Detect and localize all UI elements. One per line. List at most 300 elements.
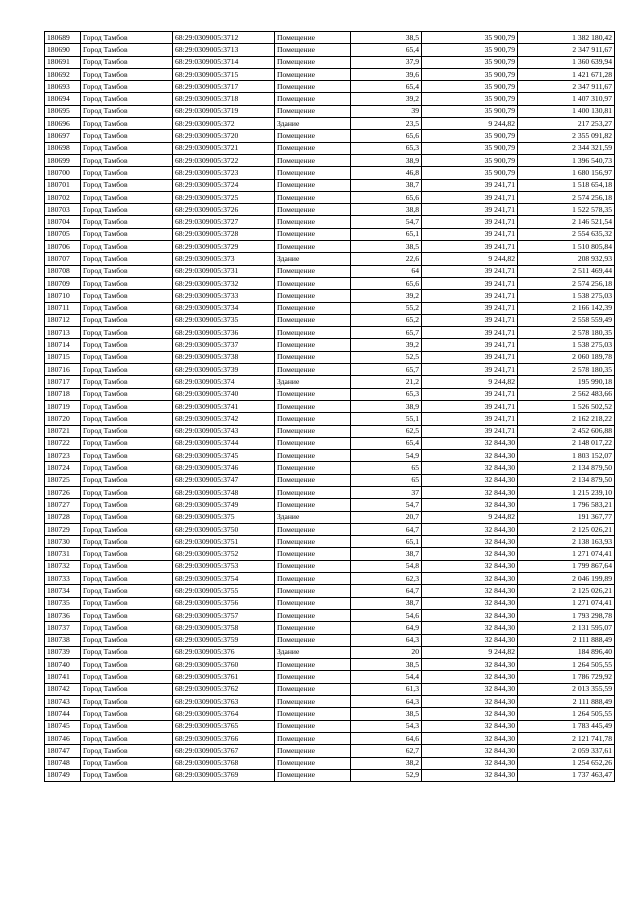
cadastral-number-cell: 68:29:0309005:3728 [173, 228, 275, 240]
cadastral-value-cell: 2 134 879,50 [518, 474, 615, 486]
city-cell: Город Тамбов [81, 191, 173, 203]
area-cell: 46,8 [351, 167, 422, 179]
cadastral-value-cell: 2 059 337,61 [518, 745, 615, 757]
cadastral-value-cell: 2 134 879,50 [518, 462, 615, 474]
cadastral-value-cell: 1 680 156,97 [518, 167, 615, 179]
unit-value-cell: 35 900,79 [422, 81, 518, 93]
area-cell: 64,7 [351, 585, 422, 597]
table-row [45, 560, 615, 572]
cadastral-value-cell: 1 526 502,52 [518, 400, 615, 412]
city-cell: Город Тамбов [81, 696, 173, 708]
object-type-cell: Помещение [275, 671, 351, 683]
table-row [45, 474, 615, 486]
row-number-cell: 180689 [45, 32, 81, 44]
object-type-cell: Помещение [275, 437, 351, 449]
area-cell: 54,6 [351, 609, 422, 621]
cadastral-value-cell: 2 511 469,44 [518, 265, 615, 277]
city-cell: Город Тамбов [81, 364, 173, 376]
cadastral-number-cell: 68:29:0309005:3744 [173, 437, 275, 449]
unit-value-cell: 32 844,30 [422, 560, 518, 572]
row-number-cell: 180722 [45, 437, 81, 449]
cadastral-value-cell: 2 578 180,35 [518, 364, 615, 376]
city-cell: Город Тамбов [81, 105, 173, 117]
cadastral-number-cell: 68:29:0309005:3746 [173, 462, 275, 474]
cadastral-value-cell: 2 013 355,59 [518, 683, 615, 695]
unit-value-cell: 35 900,79 [422, 105, 518, 117]
area-cell: 62,7 [351, 745, 422, 757]
cadastral-number-cell: 68:29:0309005:3752 [173, 548, 275, 560]
area-cell: 39,2 [351, 93, 422, 105]
area-cell: 22,6 [351, 253, 422, 265]
area-cell: 61,3 [351, 683, 422, 695]
table-row [45, 745, 615, 757]
city-cell: Город Тамбов [81, 683, 173, 695]
object-type-cell: Помещение [275, 388, 351, 400]
object-type-cell: Помещение [275, 462, 351, 474]
city-cell: Город Тамбов [81, 339, 173, 351]
cadastral-number-cell: 68:29:0309005:3745 [173, 450, 275, 462]
city-cell: Город Тамбов [81, 290, 173, 302]
row-number-cell: 180693 [45, 81, 81, 93]
city-cell: Город Тамбов [81, 573, 173, 585]
object-type-cell: Помещение [275, 44, 351, 56]
area-cell: 52,9 [351, 769, 422, 781]
cadastral-number-cell: 68:29:0309005:3766 [173, 732, 275, 744]
cadastral-value-cell: 2 162 218,22 [518, 413, 615, 425]
row-number-cell: 180696 [45, 118, 81, 130]
object-type-cell: Помещение [275, 265, 351, 277]
object-type-cell: Помещение [275, 720, 351, 732]
cadastral-number-cell: 68:29:0309005:3732 [173, 277, 275, 289]
table-row [45, 265, 615, 277]
unit-value-cell: 39 241,71 [422, 400, 518, 412]
object-type-cell: Помещение [275, 757, 351, 769]
cadastral-number-cell: 68:29:0309005:3727 [173, 216, 275, 228]
row-number-cell: 180691 [45, 56, 81, 68]
cadastral-value-cell: 2 347 911,67 [518, 44, 615, 56]
cadastral-value-cell: 1 538 275,03 [518, 339, 615, 351]
cadastral-value-cell: 2 347 911,67 [518, 81, 615, 93]
table-row [45, 93, 615, 105]
object-type-cell: Помещение [275, 536, 351, 548]
row-number-cell: 180711 [45, 302, 81, 314]
table-row [45, 351, 615, 363]
cadastral-value-cell: 1 271 074,41 [518, 597, 615, 609]
area-cell: 39,2 [351, 290, 422, 302]
row-number-cell: 180739 [45, 646, 81, 658]
cadastral-number-cell: 68:29:0309005:3719 [173, 105, 275, 117]
cadastral-number-cell: 68:29:0309005:3715 [173, 68, 275, 80]
row-number-cell: 180714 [45, 339, 81, 351]
city-cell: Город Тамбов [81, 376, 173, 388]
row-number-cell: 180720 [45, 413, 81, 425]
row-number-cell: 180698 [45, 142, 81, 154]
cadastral-value-cell: 1 793 298,78 [518, 609, 615, 621]
city-cell: Город Тамбов [81, 327, 173, 339]
table-row [45, 327, 615, 339]
object-type-cell: Помещение [275, 228, 351, 240]
cadastral-value-cell: 2 554 635,32 [518, 228, 615, 240]
area-cell: 38,7 [351, 597, 422, 609]
table-row [45, 216, 615, 228]
unit-value-cell: 35 900,79 [422, 93, 518, 105]
unit-value-cell: 35 900,79 [422, 130, 518, 142]
cadastral-number-cell: 68:29:0309005:372 [173, 118, 275, 130]
area-cell: 65,6 [351, 277, 422, 289]
object-type-cell: Помещение [275, 499, 351, 511]
cadastral-number-cell: 68:29:0309005:3721 [173, 142, 275, 154]
object-type-cell: Помещение [275, 450, 351, 462]
object-type-cell: Помещение [275, 142, 351, 154]
cadastral-number-cell: 68:29:0309005:3767 [173, 745, 275, 757]
cadastral-number-cell: 68:29:0309005:3726 [173, 204, 275, 216]
row-number-cell: 180694 [45, 93, 81, 105]
table-row [45, 204, 615, 216]
unit-value-cell: 39 241,71 [422, 191, 518, 203]
table-row [45, 536, 615, 548]
cadastral-value-cell: 2 452 606,88 [518, 425, 615, 437]
row-number-cell: 180710 [45, 290, 81, 302]
table-row [45, 486, 615, 498]
object-type-cell: Помещение [275, 597, 351, 609]
row-number-cell: 180695 [45, 105, 81, 117]
row-number-cell: 180705 [45, 228, 81, 240]
cadastral-number-cell: 68:29:0309005:373 [173, 253, 275, 265]
table-row [45, 388, 615, 400]
cadastral-value-cell: 2 574 256,18 [518, 277, 615, 289]
object-type-cell: Помещение [275, 204, 351, 216]
table-row [45, 585, 615, 597]
area-cell: 64,7 [351, 523, 422, 535]
cadastral-number-cell: 68:29:0309005:3760 [173, 659, 275, 671]
table-row [45, 44, 615, 56]
city-cell: Город Тамбов [81, 659, 173, 671]
row-number-cell: 180700 [45, 167, 81, 179]
row-number-cell: 180738 [45, 634, 81, 646]
unit-value-cell: 39 241,71 [422, 228, 518, 240]
cadastral-value-cell: 1 518 654,18 [518, 179, 615, 191]
city-cell: Город Тамбов [81, 32, 173, 44]
cadastral-number-cell: 68:29:0309005:3743 [173, 425, 275, 437]
table-row [45, 56, 615, 68]
cadastral-value-cell: 2 148 017,22 [518, 437, 615, 449]
cadastral-number-cell: 68:29:0309005:3720 [173, 130, 275, 142]
row-number-cell: 180699 [45, 154, 81, 166]
city-cell: Город Тамбов [81, 474, 173, 486]
cadastral-value-cell: 208 932,93 [518, 253, 615, 265]
table-row [45, 154, 615, 166]
table-row [45, 130, 615, 142]
cadastral-value-cell: 2 138 163,93 [518, 536, 615, 548]
unit-value-cell: 32 844,30 [422, 659, 518, 671]
object-type-cell: Помещение [275, 413, 351, 425]
area-cell: 65,6 [351, 191, 422, 203]
object-type-cell: Помещение [275, 486, 351, 498]
unit-value-cell: 39 241,71 [422, 216, 518, 228]
cadastral-value-cell: 1 264 505,55 [518, 659, 615, 671]
area-cell: 38,5 [351, 241, 422, 253]
row-number-cell: 180749 [45, 769, 81, 781]
row-number-cell: 180692 [45, 68, 81, 80]
city-cell: Город Тамбов [81, 646, 173, 658]
cadastral-number-cell: 68:29:0309005:3751 [173, 536, 275, 548]
row-number-cell: 180730 [45, 536, 81, 548]
city-cell: Город Тамбов [81, 732, 173, 744]
area-cell: 39,6 [351, 68, 422, 80]
cadastral-value-cell: 1 264 505,55 [518, 708, 615, 720]
unit-value-cell: 39 241,71 [422, 241, 518, 253]
city-cell: Город Тамбов [81, 486, 173, 498]
area-cell: 52,5 [351, 351, 422, 363]
city-cell: Город Тамбов [81, 44, 173, 56]
cadastral-value-cell: 2 562 483,66 [518, 388, 615, 400]
cadastral-number-cell: 68:29:0309005:374 [173, 376, 275, 388]
table-row [45, 364, 615, 376]
object-type-cell: Помещение [275, 327, 351, 339]
unit-value-cell: 32 844,30 [422, 536, 518, 548]
cadastral-value-cell: 2 131 595,07 [518, 622, 615, 634]
row-number-cell: 180742 [45, 683, 81, 695]
unit-value-cell: 32 844,30 [422, 769, 518, 781]
area-cell: 65,3 [351, 142, 422, 154]
row-number-cell: 180708 [45, 265, 81, 277]
row-number-cell: 180721 [45, 425, 81, 437]
city-cell: Город Тамбов [81, 671, 173, 683]
cadastral-value-cell: 1 522 578,35 [518, 204, 615, 216]
cadastral-number-cell: 68:29:0309005:3741 [173, 400, 275, 412]
cadastral-number-cell: 68:29:0309005:3754 [173, 573, 275, 585]
unit-value-cell: 32 844,30 [422, 486, 518, 498]
city-cell: Город Тамбов [81, 597, 173, 609]
area-cell: 64,9 [351, 622, 422, 634]
row-number-cell: 180746 [45, 732, 81, 744]
cadastral-number-cell: 68:29:0309005:3757 [173, 609, 275, 621]
unit-value-cell: 9 244,82 [422, 253, 518, 265]
cadastral-value-cell: 2 166 142,39 [518, 302, 615, 314]
cadastral-number-cell: 68:29:0309005:3712 [173, 32, 275, 44]
unit-value-cell: 32 844,30 [422, 708, 518, 720]
table-row [45, 523, 615, 535]
object-type-cell: Помещение [275, 302, 351, 314]
row-number-cell: 180690 [45, 44, 81, 56]
table-row [45, 191, 615, 203]
table-row [45, 511, 615, 523]
cadastral-number-cell: 68:29:0309005:3747 [173, 474, 275, 486]
table-row [45, 634, 615, 646]
table-row [45, 659, 615, 671]
object-type-cell: Помещение [275, 105, 351, 117]
cadastral-value-cell: 2 558 559,49 [518, 314, 615, 326]
city-cell: Город Тамбов [81, 68, 173, 80]
city-cell: Город Тамбов [81, 241, 173, 253]
cadastral-number-cell: 68:29:0309005:3763 [173, 696, 275, 708]
unit-value-cell: 32 844,30 [422, 622, 518, 634]
row-number-cell: 180728 [45, 511, 81, 523]
object-type-cell: Помещение [275, 708, 351, 720]
object-type-cell: Помещение [275, 560, 351, 572]
cadastral-value-cell: 191 367,77 [518, 511, 615, 523]
cadastral-number-cell: 68:29:0309005:3764 [173, 708, 275, 720]
city-cell: Город Тамбов [81, 167, 173, 179]
area-cell: 64,6 [351, 732, 422, 744]
area-cell: 38,5 [351, 708, 422, 720]
row-number-cell: 180717 [45, 376, 81, 388]
cadastral-number-cell: 68:29:0309005:3738 [173, 351, 275, 363]
object-type-cell: Помещение [275, 523, 351, 535]
city-cell: Город Тамбов [81, 745, 173, 757]
table-row [45, 548, 615, 560]
area-cell: 65,1 [351, 536, 422, 548]
cadastral-number-cell: 68:29:0309005:3735 [173, 314, 275, 326]
unit-value-cell: 39 241,71 [422, 327, 518, 339]
object-type-cell: Помещение [275, 179, 351, 191]
property-table [44, 31, 615, 782]
unit-value-cell: 35 900,79 [422, 167, 518, 179]
table-row [45, 732, 615, 744]
row-number-cell: 180745 [45, 720, 81, 732]
object-type-cell: Помещение [275, 154, 351, 166]
area-cell: 54,7 [351, 216, 422, 228]
cadastral-value-cell: 2 125 026,21 [518, 523, 615, 535]
cadastral-number-cell: 68:29:0309005:3769 [173, 769, 275, 781]
cadastral-value-cell: 2 046 199,89 [518, 573, 615, 585]
cadastral-number-cell: 68:29:0309005:3729 [173, 241, 275, 253]
area-cell: 65,4 [351, 81, 422, 93]
object-type-cell: Помещение [275, 277, 351, 289]
object-type-cell: Помещение [275, 696, 351, 708]
city-cell: Город Тамбов [81, 56, 173, 68]
area-cell: 54,9 [351, 450, 422, 462]
city-cell: Город Тамбов [81, 450, 173, 462]
unit-value-cell: 39 241,71 [422, 290, 518, 302]
object-type-cell: Помещение [275, 659, 351, 671]
city-cell: Город Тамбов [81, 400, 173, 412]
city-cell: Город Тамбов [81, 585, 173, 597]
row-number-cell: 180701 [45, 179, 81, 191]
city-cell: Город Тамбов [81, 253, 173, 265]
cadastral-value-cell: 1 803 152,07 [518, 450, 615, 462]
cadastral-number-cell: 68:29:0309005:3722 [173, 154, 275, 166]
table-row [45, 769, 615, 781]
cadastral-value-cell: 1 783 445,49 [518, 720, 615, 732]
unit-value-cell: 32 844,30 [422, 548, 518, 560]
area-cell: 55,2 [351, 302, 422, 314]
object-type-cell: Здание [275, 646, 351, 658]
cadastral-value-cell: 2 578 180,35 [518, 327, 615, 339]
object-type-cell: Помещение [275, 548, 351, 560]
table-row [45, 68, 615, 80]
city-cell: Город Тамбов [81, 769, 173, 781]
row-number-cell: 180748 [45, 757, 81, 769]
unit-value-cell: 35 900,79 [422, 44, 518, 56]
unit-value-cell: 32 844,30 [422, 573, 518, 585]
table-row [45, 339, 615, 351]
area-cell: 38,7 [351, 548, 422, 560]
unit-value-cell: 32 844,30 [422, 462, 518, 474]
object-type-cell: Помещение [275, 130, 351, 142]
row-number-cell: 180726 [45, 486, 81, 498]
object-type-cell: Помещение [275, 339, 351, 351]
row-number-cell: 180716 [45, 364, 81, 376]
area-cell: 54,7 [351, 499, 422, 511]
city-cell: Город Тамбов [81, 228, 173, 240]
unit-value-cell: 39 241,71 [422, 339, 518, 351]
row-number-cell: 180729 [45, 523, 81, 535]
cadastral-number-cell: 68:29:0309005:3761 [173, 671, 275, 683]
unit-value-cell: 35 900,79 [422, 68, 518, 80]
cadastral-value-cell: 1 538 275,03 [518, 290, 615, 302]
unit-value-cell: 39 241,71 [422, 364, 518, 376]
city-cell: Город Тамбов [81, 560, 173, 572]
cadastral-number-cell: 68:29:0309005:3750 [173, 523, 275, 535]
unit-value-cell: 32 844,30 [422, 597, 518, 609]
object-type-cell: Помещение [275, 732, 351, 744]
cadastral-value-cell: 2 574 256,18 [518, 191, 615, 203]
area-cell: 65,4 [351, 437, 422, 449]
city-cell: Город Тамбов [81, 634, 173, 646]
area-cell: 64 [351, 265, 422, 277]
row-number-cell: 180741 [45, 671, 81, 683]
cadastral-number-cell: 68:29:0309005:3749 [173, 499, 275, 511]
area-cell: 65,2 [351, 314, 422, 326]
city-cell: Город Тамбов [81, 277, 173, 289]
cadastral-number-cell: 68:29:0309005:3753 [173, 560, 275, 572]
table-row [45, 400, 615, 412]
area-cell: 62,5 [351, 425, 422, 437]
table-row [45, 376, 615, 388]
cadastral-number-cell: 68:29:0309005:3724 [173, 179, 275, 191]
cadastral-number-cell: 68:29:0309005:376 [173, 646, 275, 658]
cadastral-number-cell: 68:29:0309005:3762 [173, 683, 275, 695]
unit-value-cell: 32 844,30 [422, 696, 518, 708]
object-type-cell: Здание [275, 511, 351, 523]
row-number-cell: 180740 [45, 659, 81, 671]
area-cell: 37 [351, 486, 422, 498]
cadastral-value-cell: 217 253,27 [518, 118, 615, 130]
unit-value-cell: 35 900,79 [422, 56, 518, 68]
unit-value-cell: 9 244,82 [422, 511, 518, 523]
object-type-cell: Помещение [275, 425, 351, 437]
unit-value-cell: 32 844,30 [422, 732, 518, 744]
row-number-cell: 180731 [45, 548, 81, 560]
table-row [45, 708, 615, 720]
city-cell: Город Тамбов [81, 708, 173, 720]
cadastral-number-cell: 68:29:0309005:375 [173, 511, 275, 523]
object-type-cell: Помещение [275, 364, 351, 376]
row-number-cell: 180725 [45, 474, 81, 486]
city-cell: Город Тамбов [81, 179, 173, 191]
area-cell: 65,6 [351, 130, 422, 142]
row-number-cell: 180709 [45, 277, 81, 289]
city-cell: Город Тамбов [81, 523, 173, 535]
unit-value-cell: 32 844,30 [422, 720, 518, 732]
cadastral-number-cell: 68:29:0309005:3733 [173, 290, 275, 302]
cadastral-number-cell: 68:29:0309005:3758 [173, 622, 275, 634]
object-type-cell: Помещение [275, 622, 351, 634]
area-cell: 62,3 [351, 573, 422, 585]
cadastral-number-cell: 68:29:0309005:3748 [173, 486, 275, 498]
cadastral-value-cell: 2 121 741,78 [518, 732, 615, 744]
area-cell: 21,2 [351, 376, 422, 388]
unit-value-cell: 9 244,82 [422, 646, 518, 658]
area-cell: 38,9 [351, 400, 422, 412]
city-cell: Город Тамбов [81, 462, 173, 474]
area-cell: 38,5 [351, 32, 422, 44]
cadastral-number-cell: 68:29:0309005:3717 [173, 81, 275, 93]
city-cell: Город Тамбов [81, 216, 173, 228]
row-number-cell: 180704 [45, 216, 81, 228]
cadastral-number-cell: 68:29:0309005:3765 [173, 720, 275, 732]
